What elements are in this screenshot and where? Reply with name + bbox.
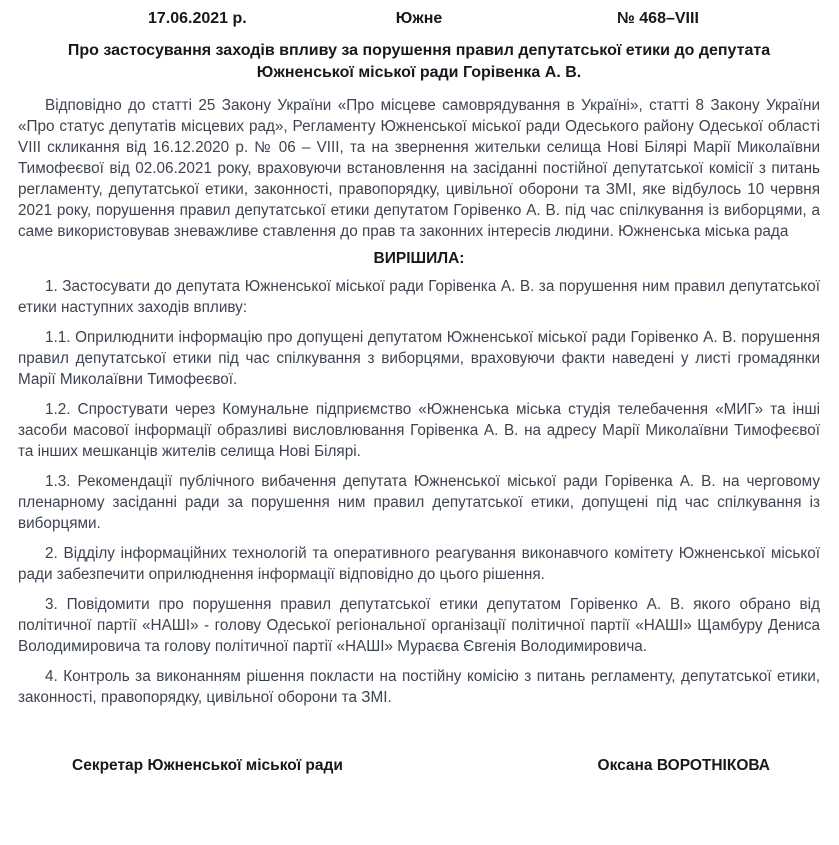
preamble-paragraph: Відповідно до статті 25 Закону України «Про місцеве самоврядування в Україні», статті 8 Закону України «Про статус депутатів місцевих рад», Регламенту Южненської міської ради Одеського району Одеської області VIII скликання від 16.12.2020 р. № 06 – VIII, та на звернення жительки селища Нові Білярі Марії Миколаївни Тимофеєвої від 02.06.2021 року, враховуючи встановлення на засіданні постійної депутатської комісії з питань регламенту, депутатської етики, законності, правопорядку, цивільної оборони та ЗМІ, яке відбулось 10 червня 2021 року, порушення правил депутатської етики депутатом Горівенко А. В. під час спілкування із виборцями, а саме використовував зневажливе ставлення до прав та законних інтересів людини. Южненська міська рада [18, 97, 820, 240]
signature-name: Оксана ВОРОТНІКОВА [597, 757, 770, 774]
resolution-item-2: 2. Відділу інформаційних технологій та оперативного реагування виконавчого комітету Южненської міської ради забезпечити оприлюднення інформації відповідно до цього рішення. [18, 545, 820, 583]
resolution-item-4: 4. Контроль за виконанням рішення покласти на постійну комісію з питань регламенту, депутатської етики, законності, правопорядку, цивільної оборони та ЗМІ. [18, 668, 820, 706]
document-title: Про застосування заходів впливу за порушення правил депутатської етики до депутата Южненської міської ради Горівенка А. В. [67, 42, 771, 81]
resolution-item-1: 1. Застосувати до депутата Южненської міської ради Горівенка А. В. за порушення ним правил депутатської етики наступних заходів впливу: [18, 278, 820, 316]
signature-block [18, 755, 820, 776]
document-date: 17.06.2021 р. [148, 10, 247, 27]
document-city: Южне [395, 10, 443, 27]
resolution-heading: ВИРІШИЛА: [373, 250, 465, 267]
resolution-item-1-2: 1.2. Спростувати через Комунальне підприємство «Южненська міська студія телебачення «МИГ» та інші засоби масової інформації образливі висловлювання Горівенка А. В. на адресу Марії Миколаївни Тимофеєвої та інших мешканців жителів селища Нові Білярі. [18, 401, 820, 460]
resolution-item-1-3: 1.3. Рекомендації публічного вибачення депутата Южненської міської ради Горівенка А. В. на черговому пленарному засіданні ради за порушення ним правил депутатської етики, допущені під час спілкування із виборцями. [18, 473, 820, 532]
resolution-item-1-1: 1.1. Оприлюднити інформацію про допущені депутатом Южненської міської ради Горівенко А. В. порушення правил депутатської етики під час спілкування з виборцями, враховуючи факти наведені у листі громадянки Марії Миколаївни Тимофеєвої. [18, 329, 820, 388]
signature-position: Секретар Южненської міської ради [72, 757, 343, 774]
document-number: № 468–VIII [617, 10, 699, 27]
resolution-item-3: 3. Повідомити про порушення правил депутатської етики депутатом Горівенко А. В. якого обрано від політичної партії «НАШІ» - голову Одеської регіональної організації політичної партії «НАШІ» Щамбуру Дениса Володимировича та голову політичної партії «НАШІ» Мураєва Євгенія Володимировича. [18, 596, 820, 655]
document-header [18, 8, 820, 29]
